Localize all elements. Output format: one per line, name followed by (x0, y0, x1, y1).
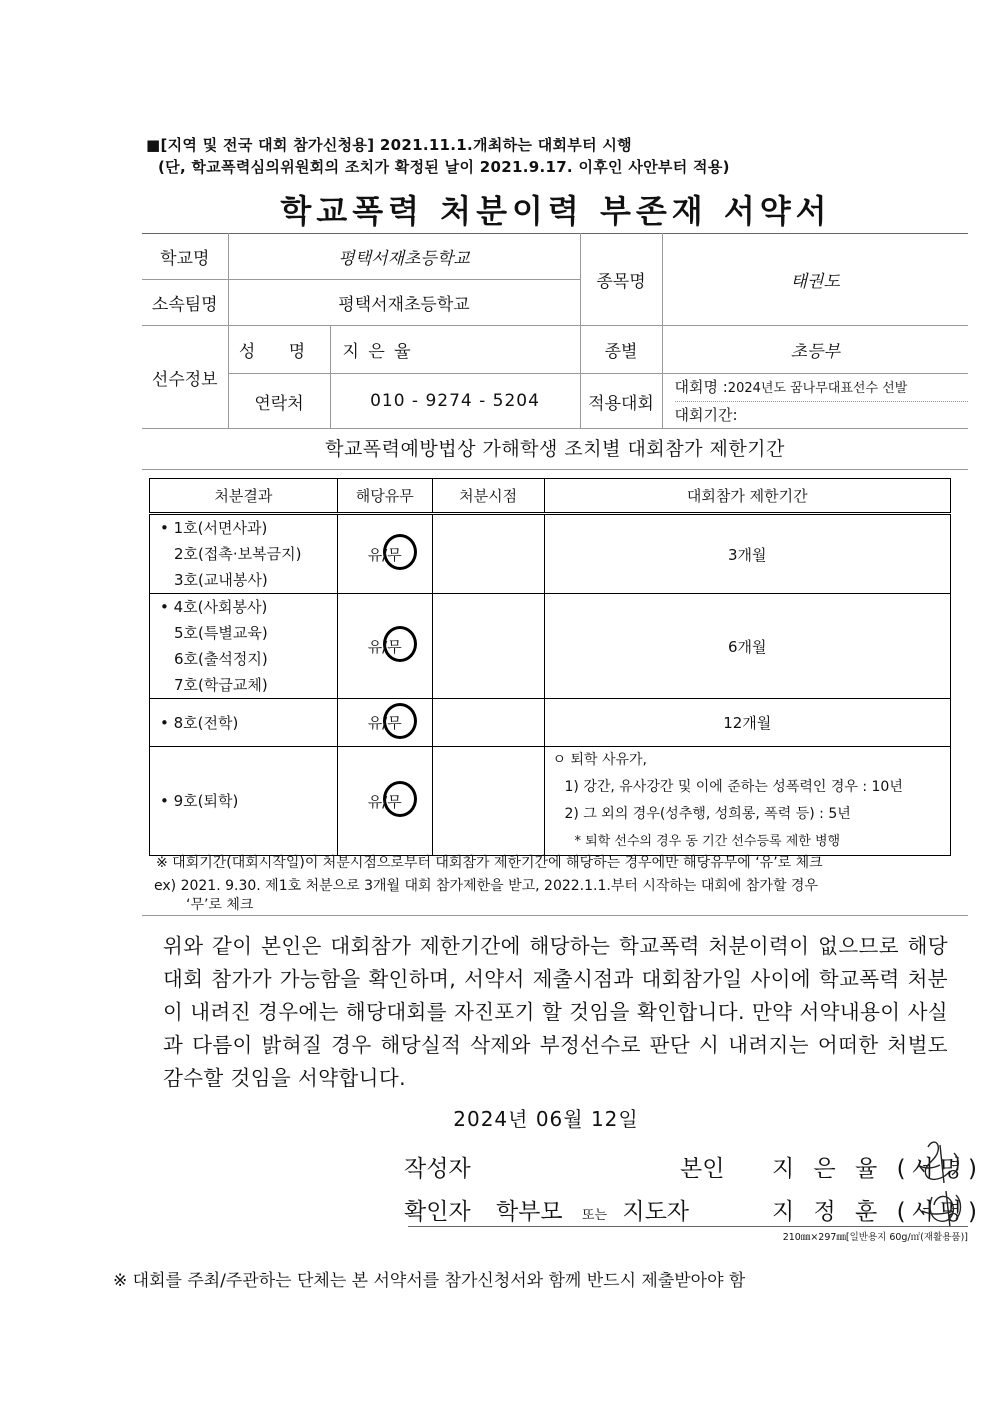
col-header-timing: 처분시점 (432, 479, 544, 514)
contact-label: 연락처 (228, 374, 330, 429)
sanction-timing (432, 594, 544, 699)
or-label: 또는 (581, 1208, 608, 1223)
note-1: ※ 대회기간(대회시작일)이 처분시점으로부터 대회참가 제한기간에 해당하는 경우에만 해당유무에 ‘유’로 체크 (156, 855, 823, 871)
competition-name-label: 대회명 : (674, 378, 728, 396)
player-info-label: 선수정보 (142, 326, 228, 429)
confirmer-row (404, 1193, 689, 1226)
competition-name-value: 2024년도 꿈나무대표선수 선발 (727, 381, 908, 396)
pledge-text: 위와 같이 본인은 대회참가 제한기간에 해당하는 학교폭력 처분이력이 없으므로 해당 대회 참가가 가능함을 확인하며, 서약서 제출시점과 대회참가일 사이에 학교폭력 처분이 내려진 경우에는 해당대회를 자진포기 할 것임을 확인합니다. 만약 서약내용이 사실과 다름이 밝혀질 경우 해당실적 삭제와 부정선수로 판단 시 내려지는 어떠한 처벌도 감수할 것임을 서약합니다. (163, 934, 948, 1090)
sanction-items: • 1호(서면사과) 2호(접촉·보복금지) 3호(교내봉사) (150, 514, 338, 594)
paper-spec: 210㎜×297㎜[일반용지 60g/㎡(재활용품)] (782, 1232, 968, 1243)
parent-label: 학부모 (495, 1199, 563, 1225)
col-header-period: 대회참가 제한기간 (544, 479, 951, 514)
section-divider (142, 469, 968, 470)
note-2: ex) 2021. 9.30. 제1호 처분으로 3개월 대회 참가제한을 받고, 2022.1.1.부터 시작하는 대회에 참가할 경우 (154, 878, 818, 894)
name-value: 지 은 율 (330, 326, 580, 374)
team-value: 평택서재초등학교 (228, 280, 580, 326)
section-title: 학교폭력예방법상 가해학생 조치별 대회참가 제한기간 (325, 438, 785, 460)
col-header-result: 처분결과 (150, 479, 338, 514)
document-title: 학교폭력 처분이력 부존재 서약서 (280, 192, 832, 230)
yes-no-checkbox[interactable]: 유/무 (337, 594, 432, 699)
sanction-timing (432, 699, 544, 747)
table-row (150, 699, 951, 747)
sanction-items: • 9호(퇴학) (150, 747, 338, 856)
table-row (150, 594, 951, 699)
sanction-items: • 4호(사회봉사) 5호(특별교육) 6호(출석정지) 7호(학급교체) (150, 594, 338, 699)
pledge-date: 2024년 06월 12일 (453, 1107, 639, 1131)
division-value: 초등부 (662, 326, 968, 374)
table-row (150, 747, 951, 856)
confirmer-label: 확인자 (404, 1199, 471, 1225)
col-header-applicable: 해당유무 (337, 479, 432, 514)
competition-cell (662, 374, 968, 429)
header-line-2: (단, 학교폭력심의위원회의 조치가 확정된 날이 2021.9.17. 이후인 사안부터 적용) (158, 158, 730, 176)
header-line-1: ■[지역 및 전국 대회 참가신청용] 2021.11.1.개최하는 대회부터 시행 (146, 136, 632, 154)
self-label: 본인 (680, 1156, 725, 1182)
notes-divider (142, 915, 968, 916)
note-3: ‘무’로 체크 (186, 897, 254, 913)
restriction-period: 12개월 (544, 699, 951, 747)
yes-no-checkbox[interactable]: 유/무 (337, 699, 432, 747)
team-label: 소속팀명 (142, 280, 228, 326)
school-value: 평택서재초등학교 (228, 234, 580, 280)
competition-period-label: 대회기간: (674, 406, 738, 424)
sanction-items: • 8호(전학) (150, 699, 338, 747)
contact-value: 010 - 9274 - 5204 (330, 374, 580, 429)
confirmer-signature: 지 정 훈 (서명) (772, 1199, 983, 1225)
writer-signature: 지 은 율 (서명) (772, 1156, 983, 1182)
sanction-table (149, 478, 951, 856)
sport-value: 태권도 (662, 234, 968, 326)
sanction-timing (432, 514, 544, 594)
coach-label: 지도자 (622, 1199, 690, 1225)
applicant-info-table (142, 233, 968, 429)
restriction-period: 6개월 (544, 594, 951, 699)
sanction-timing (432, 747, 544, 856)
yes-no-checkbox[interactable]: 유/무 (337, 514, 432, 594)
handwritten-signature-icon (910, 1135, 972, 1235)
restriction-period: 3개월 (544, 514, 951, 594)
writer-label: 작성자 (404, 1156, 471, 1182)
restriction-period: ㅇ 퇴학 사유가, 1) 강간, 유사강간 및 이에 준하는 성폭력인 경우 : 10년 2) 그 외의 경우(성추행, 성희롱, 폭력 등) : 5년 * 퇴학 선수의 경우 동 기간 선수등록 제한 병행 (544, 747, 951, 856)
name-label: 성 명 (228, 326, 330, 374)
sport-label: 종목명 (580, 234, 662, 326)
competition-label: 적용대회 (580, 374, 662, 429)
footnote: ※ 대회를 주최/주관하는 단체는 본 서약서를 참가신청서와 함께 반드시 제출받아야 함 (113, 1271, 746, 1291)
signature-divider (408, 1226, 968, 1227)
school-label: 학교명 (142, 234, 228, 280)
table-row (150, 514, 951, 594)
division-label: 종별 (580, 326, 662, 374)
yes-no-checkbox[interactable]: 유/무 (337, 747, 432, 856)
